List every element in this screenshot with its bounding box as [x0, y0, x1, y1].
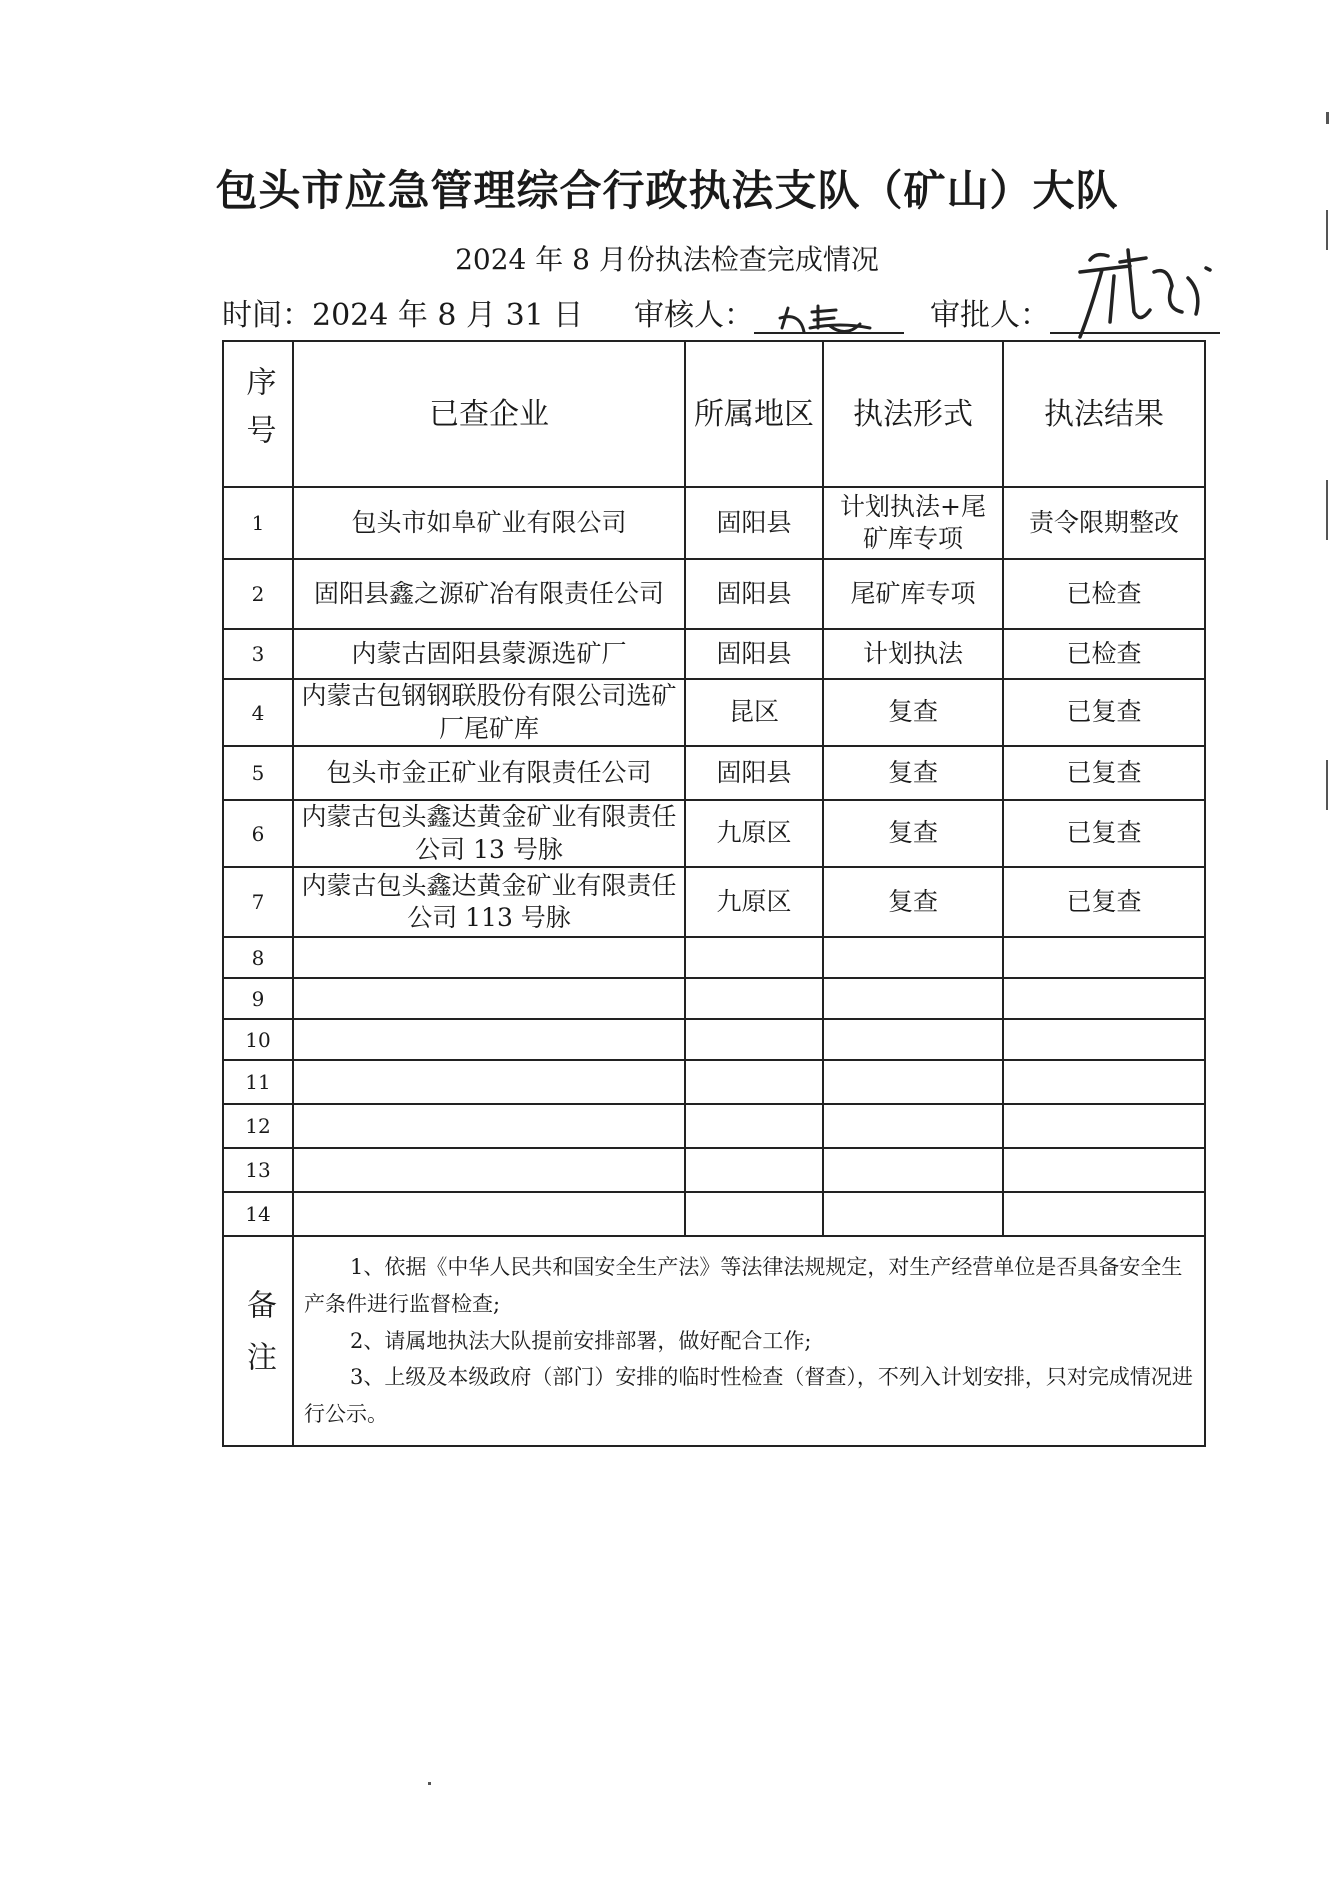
inspection-table [222, 340, 1206, 1447]
row-result: 已复查 [1003, 679, 1205, 746]
table-row [223, 1019, 1205, 1060]
table-row [223, 487, 1205, 559]
row-result: 已复查 [1003, 867, 1205, 937]
document-subtitle: 2024 年 8 月份执法检查完成情况 [455, 243, 879, 276]
row-number: 2 [223, 559, 293, 629]
row-number: 4 [223, 679, 293, 746]
row-result [1003, 1192, 1205, 1236]
table-header-row [223, 341, 1205, 487]
document-title: 包头市应急管理综合行政执法支队（矿山）大队 [215, 166, 1119, 215]
scan-mark [1326, 112, 1329, 124]
row-result: 已检查 [1003, 559, 1205, 629]
row-form: 复查 [823, 800, 1003, 867]
row-region: 固阳县 [685, 487, 823, 559]
reviewer-line [634, 290, 904, 334]
note-item: 3、上级及本级政府（部门）安排的临时性检查（督查），不列入计划安排，只对完成情况进行公示。 [304, 1365, 1193, 1426]
table-row [223, 1148, 1205, 1192]
row-form [823, 1019, 1003, 1060]
row-enterprise [293, 1060, 685, 1104]
row-form [823, 978, 1003, 1019]
row-result [1003, 1060, 1205, 1104]
approver-signature-line [1050, 298, 1220, 334]
row-result [1003, 1104, 1205, 1148]
table-row [223, 937, 1205, 978]
table-row [223, 978, 1205, 1019]
row-region: 九原区 [685, 867, 823, 937]
row-form [823, 937, 1003, 978]
row-form [823, 1060, 1003, 1104]
approver-line [930, 290, 1220, 334]
time-label: 时间： [222, 298, 312, 333]
row-enterprise: 内蒙古包头鑫达黄金矿业有限责任公司 113 号脉 [293, 867, 685, 937]
header-result: 执法结果 [1003, 341, 1205, 487]
row-enterprise: 包头市金正矿业有限责任公司 [293, 746, 685, 800]
row-result [1003, 978, 1205, 1019]
approver-signature [1050, 232, 1220, 342]
row-form: 复查 [823, 679, 1003, 746]
row-enterprise: 固阳县鑫之源矿冶有限责任公司 [293, 559, 685, 629]
row-enterprise [293, 1148, 685, 1192]
row-enterprise: 包头市如阜矿业有限公司 [293, 487, 685, 559]
header-enterprise: 已查企业 [293, 341, 685, 487]
row-number: 7 [223, 867, 293, 937]
row-region: 固阳县 [685, 559, 823, 629]
row-number: 12 [223, 1104, 293, 1148]
reviewer-signature [760, 298, 890, 338]
row-region [685, 1148, 823, 1192]
scan-mark [428, 1782, 431, 1785]
row-number: 13 [223, 1148, 293, 1192]
table-row [223, 867, 1205, 937]
table-row [223, 746, 1205, 800]
approver-label: 审批人： [930, 298, 1050, 333]
row-form [823, 1148, 1003, 1192]
note-item: 1、依据《中华人民共和国安全生产法》等法律法规规定，对生产经营单位是否具备安全生产条件进行监督检查; [304, 1255, 1183, 1316]
notes-row [223, 1236, 1205, 1446]
reviewer-label: 审核人： [634, 298, 754, 333]
header-seq: 序号 [223, 341, 293, 487]
row-region [685, 1019, 823, 1060]
scan-mark [1326, 760, 1328, 810]
scan-mark [1326, 210, 1328, 250]
row-region [685, 1060, 823, 1104]
row-enterprise [293, 1019, 685, 1060]
row-result: 已检查 [1003, 629, 1205, 679]
row-result: 已复查 [1003, 800, 1205, 867]
row-result [1003, 1148, 1205, 1192]
row-number: 14 [223, 1192, 293, 1236]
row-result: 责令限期整改 [1003, 487, 1205, 559]
scan-mark [1326, 480, 1328, 540]
header-region: 所属地区 [685, 341, 823, 487]
row-enterprise [293, 978, 685, 1019]
notes-label: 备注 [223, 1236, 293, 1446]
row-region [685, 1104, 823, 1148]
row-enterprise: 内蒙古包钢钢联股份有限公司选矿厂尾矿库 [293, 679, 685, 746]
row-form: 计划执法+尾矿库专项 [823, 487, 1003, 559]
date-line [222, 290, 583, 334]
row-number: 3 [223, 629, 293, 679]
row-number: 11 [223, 1060, 293, 1104]
table-row [223, 629, 1205, 679]
row-enterprise [293, 1104, 685, 1148]
row-number: 6 [223, 800, 293, 867]
row-result: 已复查 [1003, 746, 1205, 800]
table-row [223, 1060, 1205, 1104]
row-enterprise [293, 1192, 685, 1236]
table-row [223, 800, 1205, 867]
note-item: 2、请属地执法大队提前安排部署，做好配合工作; [350, 1328, 812, 1353]
row-number: 1 [223, 487, 293, 559]
row-number: 5 [223, 746, 293, 800]
row-number: 8 [223, 937, 293, 978]
table-row [223, 1192, 1205, 1236]
row-region [685, 937, 823, 978]
row-enterprise: 内蒙古包头鑫达黄金矿业有限责任公司 13 号脉 [293, 800, 685, 867]
row-enterprise: 内蒙古固阳县蒙源选矿厂 [293, 629, 685, 679]
notes-content [293, 1236, 1205, 1446]
table-row [223, 679, 1205, 746]
table-row [223, 1104, 1205, 1148]
reviewer-signature-line [754, 298, 904, 334]
row-form [823, 1192, 1003, 1236]
row-form: 计划执法 [823, 629, 1003, 679]
row-region: 固阳县 [685, 746, 823, 800]
row-number: 9 [223, 978, 293, 1019]
time-value: 2024 年 8 月 31 日 [312, 298, 584, 333]
row-form: 复查 [823, 867, 1003, 937]
table-row [223, 559, 1205, 629]
row-result [1003, 937, 1205, 978]
row-number: 10 [223, 1019, 293, 1060]
row-form: 尾矿库专项 [823, 559, 1003, 629]
row-form [823, 1104, 1003, 1148]
row-region: 九原区 [685, 800, 823, 867]
row-enterprise [293, 937, 685, 978]
row-region [685, 1192, 823, 1236]
row-form: 复查 [823, 746, 1003, 800]
row-region: 固阳县 [685, 629, 823, 679]
row-result [1003, 1019, 1205, 1060]
row-region [685, 978, 823, 1019]
header-form: 执法形式 [823, 341, 1003, 487]
row-region: 昆区 [685, 679, 823, 746]
